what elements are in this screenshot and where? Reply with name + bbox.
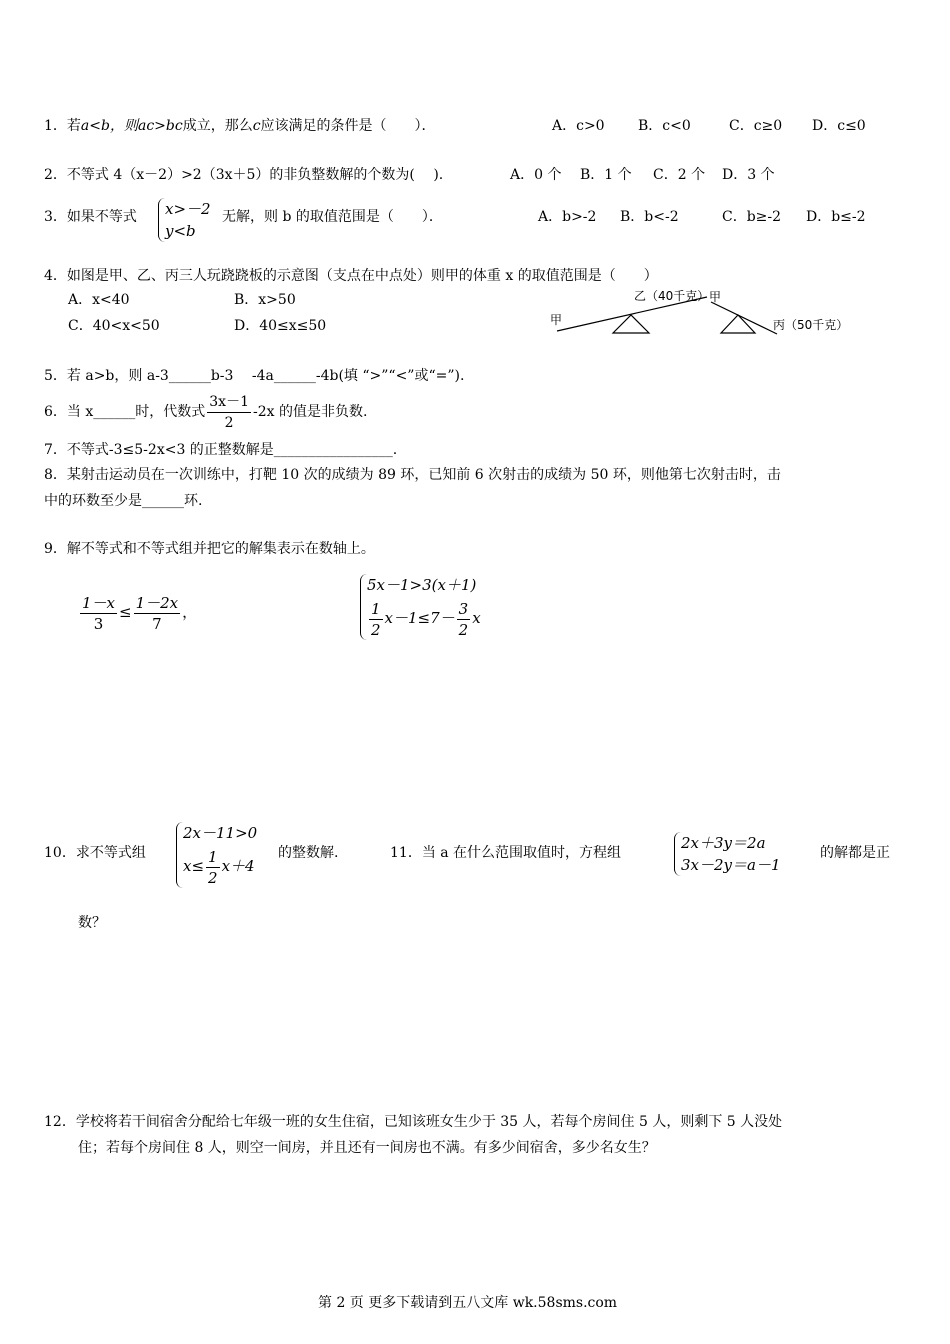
q3-system-row-2: y<b [165, 222, 196, 240]
q2-option-b: B．1 个 [580, 167, 632, 183]
q9-system-row-1: 5x－1>3(x＋1) [367, 576, 477, 594]
q6-fraction: $\frac{3x-1}{2}$ [209, 393, 249, 431]
q11-system-row-2: 3x－2y＝a－1 [681, 856, 781, 874]
q3-suffix: 无解，则 b 的取值范围是（ ）． [222, 209, 443, 225]
q3-option-d: D．b≤-2 [806, 209, 866, 225]
q12-line-1: 12．学校将若干间宿舍分配给七年级一班的女生住宿，已知该班女生少于 35 人，若每个房间住 5 人，则剩下 5 人没处 [44, 1114, 783, 1130]
q4-option-d: D．40≤x≤50 [234, 318, 327, 334]
q1-option-b: B．c<0 [638, 118, 691, 134]
seesaw-label-left: 甲 [550, 313, 563, 327]
q2-option-c: C．2 个 [653, 167, 706, 183]
seesaw-right-fulcrum [721, 315, 755, 333]
q10-system-row-1: 2x－11>0 [183, 824, 258, 842]
q11-system-row-1: 2x＋3y＝2a [681, 834, 766, 852]
q11-line-2: 数？ [78, 915, 106, 931]
q10-inequality-system [176, 822, 257, 888]
q8-line-1: 8．某射击运动员在一次训练中，打靶 10 次的成绩为 89 环，已知前 6 次射击的成绩为 50 环，则他第七次射击时，击 [44, 467, 781, 483]
q1-option-c: C．c≥0 [729, 118, 783, 134]
q9-stem: 9．解不等式和不等式组并把它的解集表示在数轴上。 [44, 541, 375, 557]
q6-stem: 6．当 x______时，代数式 $\frac{3x-1}{2}$ -2x 的值是非负数. [44, 393, 368, 431]
q7-stem: 7．不等式-3≤5-2x<3 的正整数解是_________________. [44, 442, 398, 458]
q3-option-b: B．b<-2 [620, 209, 679, 225]
seesaw-label-top-right: 甲 [709, 290, 722, 304]
q11-prefix: 11．当 a 在什么范围取值时，方程组 [390, 845, 622, 861]
q8-line-2: 中的环数至少是______环. [44, 493, 203, 509]
q3-option-c: C．b≥-2 [722, 209, 782, 225]
q9-system-row-2: $\frac{1}{2}$ x－1≤7－ $\frac{3}{2}$ x [371, 599, 481, 639]
q1-option-d: D．c≤0 [812, 118, 866, 134]
q11-equation-system [674, 832, 781, 876]
q3-inequality-system [158, 198, 211, 242]
seesaw-right-plank [711, 302, 777, 334]
seesaw-label-right: 丙（50千克） [773, 318, 849, 332]
q3-prefix: 3．如果不等式 [44, 209, 137, 225]
q2-stem: 2．不等式 4（x－2）>2（3x＋5）的非负整数解的个数为( ). [44, 167, 444, 183]
seesaw-label-top: 乙（40千克） [634, 289, 710, 303]
q4-stem: 4．如图是甲、乙、丙三人玩跷跷板的示意图（支点在中点处）则甲的体重 x 的取值范围是（ ） [44, 268, 658, 284]
page-footer: 第 2 页 更多下载请到五八文库 wk.58sms.com [318, 1295, 618, 1311]
q9-inequality-system [360, 574, 481, 640]
q4-option-a: A．x<40 [68, 292, 130, 308]
q10-prefix: 10．求不等式组 [44, 845, 146, 861]
q5-stem: 5．若 a>b，则 a-3______b-3 -4a______-4b(填 “>”“<”或“=”). [44, 368, 465, 384]
q2-option-d: D．3 个 [722, 167, 775, 183]
q1-option-a: A．c>0 [552, 118, 605, 134]
q3-option-a: A．b>-2 [538, 209, 597, 225]
q3-system-row-1: x>－2 [165, 200, 211, 218]
q4-option-b: B．x>50 [234, 292, 296, 308]
q1-stem: 1．若a<b，则ac>bc成立，那么c应该满足的条件是（ ）． [44, 118, 436, 134]
q10-system-row-2: x≤ $\frac{1}{2}$ x＋4 [183, 847, 255, 887]
q10-suffix: 的整数解. [278, 845, 339, 861]
q2-option-a: A．0 个 [510, 167, 562, 183]
q11-suffix: 的解都是正 [820, 845, 890, 861]
q4-option-c: C．40<x<50 [68, 318, 160, 334]
seesaw-left-fulcrum [613, 315, 649, 333]
q9-inequality: $\frac{1-x}{3}$ ≤ $\frac{1-2x}{7}$ ， [82, 593, 198, 633]
q12-line-2: 住；若每个房间住 8 人，则空一间房，并且还有一间房也不满。有多少间宿舍，多少名女生？ [78, 1140, 656, 1156]
